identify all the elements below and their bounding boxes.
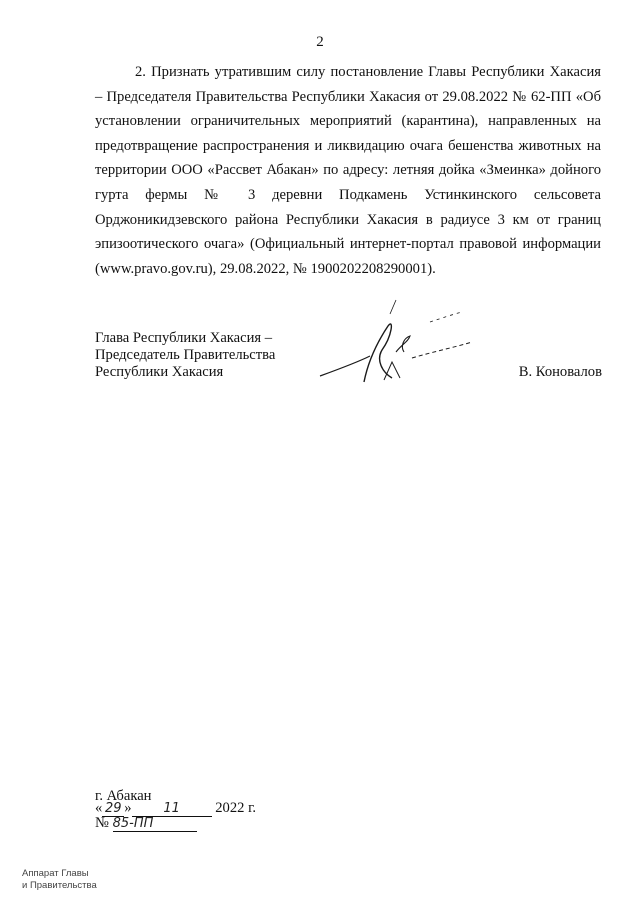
stamp-line-1: Аппарат Главы [22, 868, 89, 879]
date-month: 11 [132, 801, 212, 817]
signer-title-line-1: Глава Республики Хакасия – [95, 330, 273, 346]
signer-title-line-2: Председатель Правительства [95, 347, 276, 363]
date-open-quote: « [95, 800, 103, 816]
number-prefix: № [95, 815, 109, 831]
date-day: 29 [102, 801, 124, 817]
date-close-quote: » [124, 800, 132, 816]
handwritten-signature [312, 292, 482, 392]
page-number: 2 [316, 34, 324, 50]
stamp [22, 868, 97, 892]
city: г. Абакан [95, 788, 152, 804]
document-number-line [95, 815, 197, 832]
stamp-line-2: и Правительства [22, 880, 97, 891]
signer-title [95, 330, 275, 381]
main-paragraph: 2. Признать утратившим силу постановление Главы Республики Хакасия – Председателя Правительства Республики Хакасия от 29.08.2022 № 62-ПП «Об установлении ограничительных мероприятий (карантина), направленных на предотвращение распространения и ликвидацию очага бешенства животных на территории ООО «Рассвет Абакан» по адресу: летняя дойка «Змеинка» дойного гурта фермы № 3 деревни Подкамень Устинкинского сельсовета Орджоникидзевского района Республики Хакасия в радиусе 3 км от границ эпизоотического очага» (Официальный интернет-портал правовой информации (www.pravo.gov.ru), 29.08.2022, № 1900202208290001). [95, 64, 601, 277]
signer-title-line-3: Республики Хакасия [95, 364, 224, 380]
document-number: 85-ПП [113, 816, 197, 832]
date-year: 2022 г. [215, 800, 257, 816]
signer-name: В. Коновалов [518, 364, 602, 380]
